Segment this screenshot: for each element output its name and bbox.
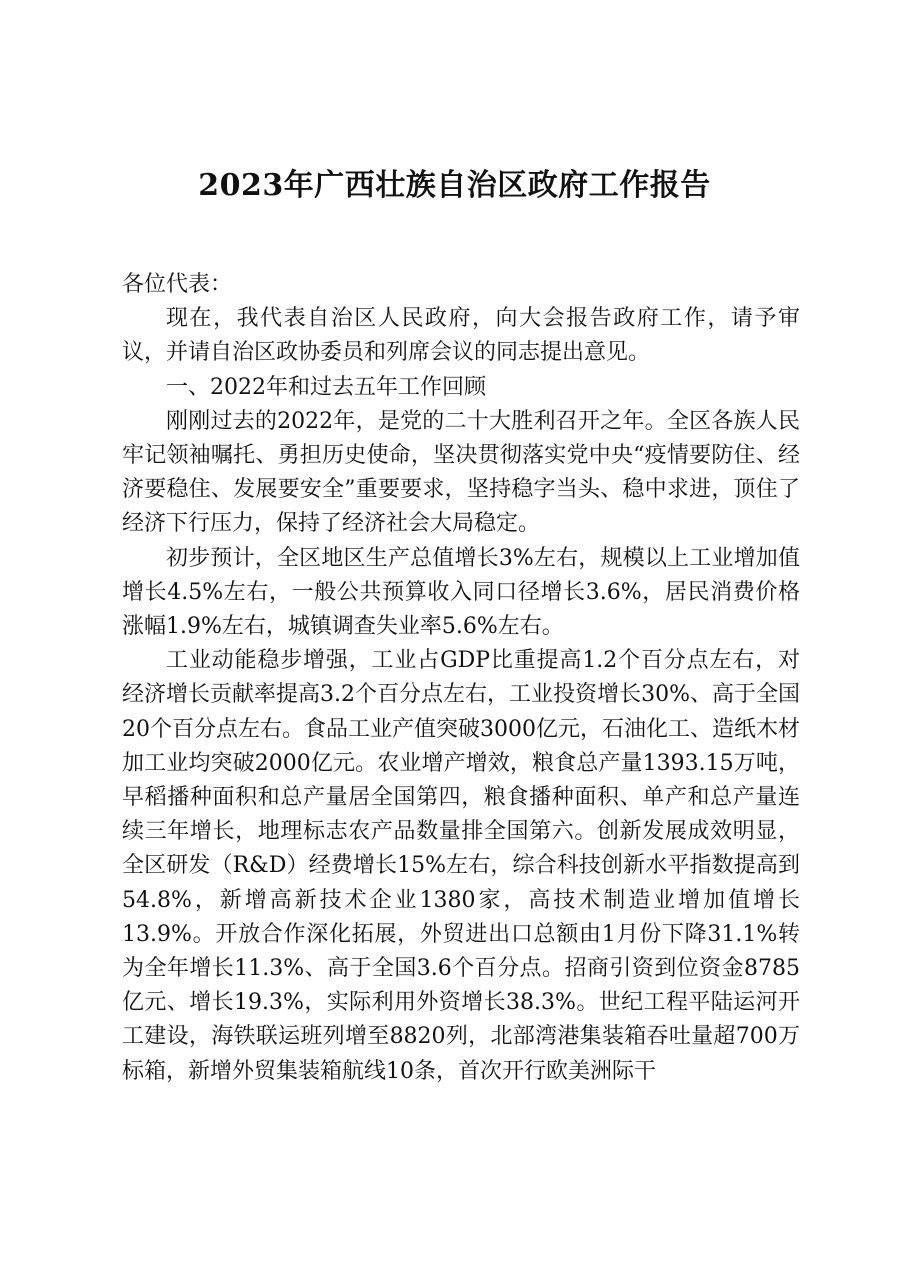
paragraph-industry-details: 工业动能稳步增强，工业占GDP比重提高1.2个百分点左右，对经济增长贡献率提高3.2个百分点左右，工业投资增长30%、高于全国20个百分点左右。食品工业产值突破3000亿元，石油化工、造纸木材加工业均突破2000亿元。农业增产增效，粮食总产量1393.15万吨，早稻播种面积和总产量居全国第四，粮食播种面积、单产和总产量连续三年增长，地理标志农产品数量排全国第六。创新发展成效明显，全区研发（R&D）经费增长15%左右，综合科技创新水平指数提高到54.8%，新增高新技术企业1380家，高技术制造业增加值增长13.9%。开放合作深化拓展，外贸进出口总额由1月份下降31.1%转为全年增长11.3%、高于全国3.6个百分点。招商引资到位资金8785亿元、增长19.3%，实际利用外资增长38.3%。世纪工程平陆运河开工建设，海铁联运班列增至8820列，北部湾港集装箱吞吐量超700万标箱，新增外贸集装箱航线10条，首次开行欧美洲际干	[122, 648, 800, 1084]
document-title: 2023年广西壮族自治区政府工作报告	[198, 168, 711, 203]
paragraph-economic-indicators: 初步预计，全区地区生产总值增长3%左右，规模以上工业增加值增长4.5%左右，一般公共预算收入同口径增长3.6%，居民消费价格涨幅1.9%左右，城镇调查失业率5.6%左右。	[122, 545, 800, 640]
section-heading: 一、2022年和过去五年工作回顾	[166, 374, 486, 400]
paragraph-overview: 刚刚过去的2022年，是党的二十大胜利召开之年。全区各族人民牢记领袖嘱托、勇担历史使命，坚决贯彻落实党中央“疫情要防住、经济要稳住、发展要安全”重要要求，坚持稳字当头、稳中求进，顶住了经济下行压力，保持了经济社会大局稳定。	[122, 408, 800, 537]
document-body	[122, 268, 800, 1089]
salutation: 各位代表：	[122, 272, 233, 297]
paragraph-intro: 现在，我代表自治区人民政府，向大会报告政府工作，请予审议，并请自治区政协委员和列席会议的同志提出意见。	[122, 306, 800, 366]
